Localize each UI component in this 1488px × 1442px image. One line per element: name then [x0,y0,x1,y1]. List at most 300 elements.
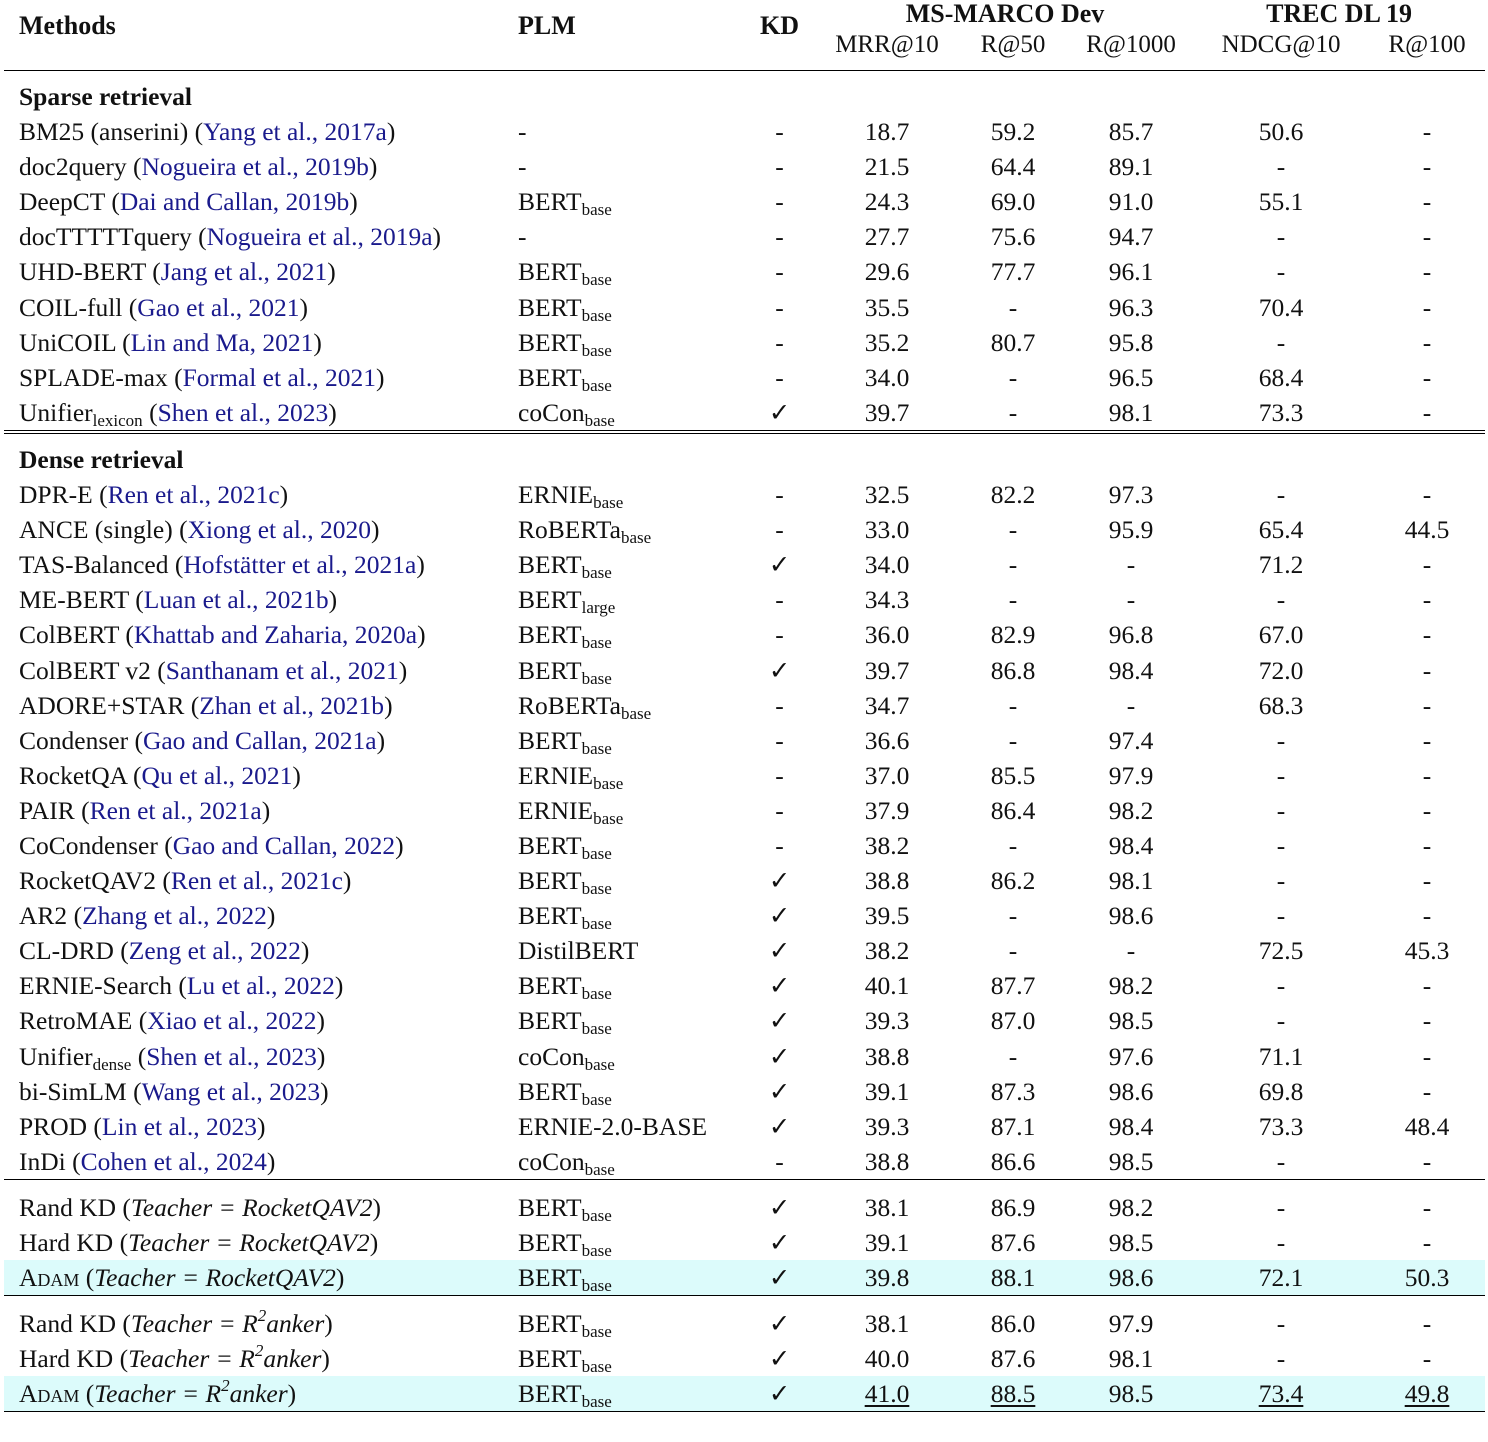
metric-value: - [1008,292,1018,322]
method-name: PAIR [19,795,75,825]
method-cell [4,1260,512,1296]
table-row [4,1225,1485,1260]
paren: ) [324,1309,333,1339]
plm-cell [512,149,742,184]
metric-value: 91.0 [1108,187,1154,217]
method-cell [4,828,512,863]
plm-subscript: base [581,879,612,899]
citation-link: Dai and Callan, 2019b [119,187,350,217]
plm-cell [512,1376,742,1412]
metric-value: 87.7 [990,971,1036,1001]
method-cell [4,1225,512,1260]
kd-cell: - [775,362,784,392]
metric-value: 38.2 [864,830,910,860]
teacher-label: Teacher [130,1192,213,1222]
metric-value: - [1126,936,1136,966]
paren: ( [113,936,129,966]
plm-subscript: base [620,703,652,723]
teacher-label: Teacher [128,1228,210,1257]
plm-subscript: base [584,1054,615,1074]
kd-cell: - [775,327,784,357]
plm-cell [512,477,742,512]
teacher-spec: Teacher = RocketQAV2 [130,1192,373,1222]
kd-cell: ✓ [768,866,791,896]
metric-value: - [1422,550,1432,580]
plm-cell [512,395,742,432]
plm-name: BERT [518,257,582,287]
method-name: ColBERT [19,620,120,650]
metric-value: 39.8 [817,1260,957,1296]
plm-subscript: base [593,493,624,513]
kd-cell: ✓ [768,1111,791,1141]
metric-value: 72.5 [1258,936,1304,966]
plm-cell [512,723,742,758]
plm-name: ERNIE-2.0-BASE [518,1111,708,1141]
citation-link: Lin et al., 2023 [101,1111,257,1141]
table-row [4,723,1485,758]
metric-value: - [1422,971,1432,1001]
paren: ( [191,222,207,252]
paren: ) [349,187,358,217]
plm-cell [512,758,742,793]
method-cell [4,688,512,723]
method-name: Unifier [19,1041,93,1071]
metric-value: - [1422,1146,1432,1176]
method-name: Adam [19,1379,80,1409]
metric-value: - [1276,480,1286,510]
citation-link: Luan et al., 2021b [143,585,329,615]
header-metric: R@50 [980,31,1046,58]
table-row [4,184,1485,219]
paren: ( [131,1041,147,1071]
method-cell [4,582,512,617]
plm-subscript: base [584,410,615,430]
table-row [4,477,1485,512]
plm-name: BERT [518,1006,582,1036]
paren: ) [372,1192,382,1222]
metric-value: 21.5 [864,152,910,182]
method-name: Adam [19,1263,80,1293]
plm-subscript: base [584,1159,615,1179]
teacher-label: Teacher [130,1309,213,1339]
table-row [4,1144,1485,1180]
plm-cell [512,1003,742,1038]
method-name: Rand KD [19,1192,117,1222]
metric-value: 86.4 [990,795,1036,825]
metric-value: 64.4 [990,152,1036,182]
metric-value [1369,1376,1485,1412]
citation-link: Nogueira et al., 2019b [141,152,369,182]
method-cell [4,1376,512,1412]
metric-value: - [1422,760,1432,790]
metric-value: 88.1 [957,1260,1069,1296]
plm-subscript: base [581,375,612,395]
plm-name: BERT [518,1076,582,1106]
paren: ( [122,292,138,322]
metric-value: - [1008,1041,1018,1071]
table-row [4,360,1485,395]
metric-value: - [1422,1041,1432,1071]
metric-value: 38.8 [864,1041,910,1071]
kd-cell: ✓ [768,901,791,931]
plm-name: BERT [518,1309,582,1339]
teacher-name: anker [229,1379,288,1409]
kd-cell: ✓ [768,655,791,685]
plm-subscript: base [581,1205,612,1225]
metric-value: - [1276,901,1286,931]
metric-value: 67.0 [1258,620,1304,650]
metric-value: - [1276,971,1286,1001]
table-row [4,582,1485,617]
metric-value: 86.6 [990,1146,1036,1176]
metric-value: 71.1 [1258,1041,1304,1071]
plm-subscript: base [581,1357,612,1377]
method-name: DeepCT [19,187,105,217]
table-row [4,1074,1485,1109]
results-table [4,0,1485,1412]
header-metric: MRR@10 [835,31,939,58]
plm-name: BERT [518,1379,582,1409]
plm-cell [512,1296,742,1342]
metric-value: - [1422,1192,1432,1222]
teacher-sup: 2 [257,1306,267,1326]
metric-value: 98.5 [1069,1376,1193,1412]
metric-value: 86.9 [990,1192,1036,1222]
kd-cell: ✓ [768,1006,791,1036]
paren: ( [128,585,144,615]
kd-cell: - [775,690,784,720]
paren: ( [128,725,143,755]
metric-value: 59.2 [990,117,1036,147]
kd-cell: ✓ [768,936,791,966]
paren: ( [184,690,200,720]
metric-value: 38.8 [864,866,910,896]
metric-value: - [1276,795,1286,825]
metric-value: 39.3 [864,1006,910,1036]
header-trec-dl-19: TREC DL 19 [1266,0,1412,28]
metric-value: 39.7 [864,397,910,427]
section-title: Sparse retrieval [19,82,193,111]
metric-value: - [1276,257,1286,287]
plm-subscript: base [593,773,624,793]
plm-name: coCon [518,1146,585,1176]
plm-name: BERT [518,1192,582,1222]
table-row [4,395,1485,432]
metric-value: 69.8 [1258,1076,1304,1106]
table-row [4,1260,1485,1296]
metric-value: 72.0 [1258,655,1304,685]
plm-subscript: base [581,1019,612,1039]
method-cell [4,512,512,547]
metric-value: 98.1 [1108,1344,1154,1374]
metric-value: - [1276,1146,1286,1176]
metric-value: - [1276,830,1286,860]
underlined-value: 49.8 [1404,1379,1450,1409]
table-row [4,1341,1485,1376]
plm-subscript: base [581,1276,612,1296]
plm-cell [512,688,742,723]
citation-link: Santhanam et al., 2021 [165,655,399,685]
plm-subscript: base [593,808,624,828]
citation-link: Xiong et al., 2020 [187,515,371,545]
metric-value: - [1422,901,1432,931]
plm-cell [512,325,742,360]
plm-cell [512,254,742,289]
method-name: DPR-E [19,480,93,510]
paren: ) [386,117,396,147]
metric-value: 39.1 [864,1076,910,1106]
metric-value: 38.2 [864,936,910,966]
method-cell [4,898,512,933]
metric-value: 80.7 [990,327,1036,357]
method-subscript: lexicon [92,410,143,430]
metric-value: 18.7 [864,117,910,147]
metric-value: - [1422,187,1432,217]
paren: ( [116,1309,131,1339]
table-row [4,149,1485,184]
kd-cell: ✓ [768,1309,791,1339]
paren: ) [417,620,426,650]
metric-value: 98.1 [1108,866,1154,896]
paren: ) [328,397,337,427]
table-row [4,933,1485,968]
metric-value: 65.4 [1258,515,1304,545]
paren: ) [342,866,352,896]
metric-value: 97.3 [1108,480,1154,510]
plm-subscript: base [581,340,612,360]
kd-cell: - [775,760,784,790]
paren: ( [145,257,161,287]
method-name: docTTTTTquery [19,222,192,252]
paren: ( [167,362,183,392]
metric-value: 96.8 [1108,620,1154,650]
paren: ( [188,117,204,147]
paren: ( [74,795,90,825]
metric-value: - [1276,1309,1286,1339]
metric-value: - [1126,690,1136,720]
kd-cell: - [775,515,784,545]
paren: ) [375,362,385,392]
plm-subscript: base [581,200,612,220]
paren: ) [279,480,289,510]
metric-value: - [1422,222,1432,252]
method-name: RetroMAE [19,1006,133,1036]
plm-cell [512,1260,742,1296]
underlined-value: 41.0 [864,1379,910,1409]
header-metric: NDCG@10 [1221,31,1341,58]
metric-value: 68.4 [1258,362,1304,392]
method-cell [4,793,512,828]
citation-link: Hofstätter et al., 2021a [183,550,417,580]
metric-value: - [1008,515,1018,545]
plm-subscript: base [581,563,612,583]
metric-value: 27.7 [864,222,910,252]
metric-value: 77.7 [990,257,1036,287]
kd-cell: ✓ [742,1376,817,1412]
citation-link: Formal et al., 2021 [182,362,376,392]
metric-value: 40.0 [864,1344,910,1374]
paren: ) [368,152,378,182]
paren: ( [113,1344,129,1374]
metric-value: - [1422,397,1432,427]
kd-cell: ✓ [768,397,791,427]
method-name: Hard KD [19,1228,114,1257]
metric-value: - [1422,1006,1432,1036]
metric-value: - [1422,327,1432,357]
table-row [4,512,1485,547]
method-cell [4,290,512,325]
table-row [4,1376,1485,1412]
plm-name: BERT [518,1344,582,1374]
header-methods: Methods [19,11,116,40]
plm-subscript: base [581,668,612,688]
underlined-value: 73.4 [1258,1379,1304,1409]
metric-value: - [1422,866,1432,896]
plm-name: DistilBERT [518,936,639,966]
citation-link: Lin and Ma, 2021 [130,327,314,357]
plm-cell [512,1179,742,1225]
metric-value: 98.2 [1108,795,1154,825]
metric-value: 98.6 [1108,901,1154,931]
plm-cell [512,863,742,898]
method-name: ME-BERT [19,585,129,615]
metric-value: - [1008,585,1018,615]
paren: ( [79,1263,95,1293]
plm-cell [512,512,742,547]
metric-value: - [1276,760,1286,790]
method-cell [4,617,512,652]
paren: ) [316,1041,326,1071]
plm-subscript: base [581,843,612,863]
kd-cell: - [775,620,784,650]
paren: ( [171,971,187,1001]
paren: ) [327,257,336,287]
plm-name: ERNIE [518,760,594,790]
plm-name: - [518,152,527,182]
table-row [4,254,1485,289]
method-name: CL-DRD [19,936,114,966]
metric-value: 97.9 [1108,760,1154,790]
paren: ( [92,480,108,510]
metric-value: 72.1 [1193,1260,1369,1296]
metric-value: - [1422,690,1432,720]
metric-value: - [1422,725,1432,755]
plm-cell [512,219,742,254]
metric-value: 70.4 [1258,292,1304,322]
paren: ) [384,690,393,720]
citation-link: Jang et al., 2021 [160,257,328,287]
method-name: COIL-full [19,292,123,322]
teacher-name: RocketQAV2 [242,1192,373,1222]
metric-value: - [1008,936,1018,966]
method-cell [4,653,512,688]
method-cell [4,933,512,968]
paren: ( [126,152,142,182]
plm-name: BERT [518,292,582,322]
kd-cell: ✓ [768,1041,791,1071]
method-cell [4,758,512,793]
method-name: Rand KD [19,1309,117,1339]
method-cell [4,360,512,395]
metric-value [957,1376,1069,1412]
plm-cell [512,617,742,652]
metric-value: 48.4 [1404,1111,1450,1141]
paren: ) [334,971,344,1001]
metric-value: - [1276,866,1286,896]
plm-name: ERNIE [518,480,594,510]
plm-subscript: base [581,1322,612,1342]
method-name: TAS-Balanced [19,550,169,580]
citation-link: Gao and Callan, 2021a [142,725,377,755]
method-name: ERNIE-Search [19,971,172,1001]
metric-value: 97.4 [1108,725,1154,755]
citation-link: Gao and Callan, 2022 [172,830,396,860]
paren: ( [119,620,134,650]
plm-cell [512,1144,742,1180]
kd-cell: ✓ [768,1344,791,1374]
table-row [4,688,1485,723]
paren: ( [79,1379,95,1409]
method-name: BM25 (anserini) [19,117,189,147]
metric-value: 98.4 [1108,655,1154,685]
section-header [4,432,1485,477]
teacher-name: R [242,1309,258,1339]
metric-value: 36.0 [864,620,910,650]
paren: ) [395,830,404,860]
citation-link: Ren et al., 2021c [107,480,280,510]
plm-subscript: base [581,914,612,934]
plm-cell [512,114,742,149]
plm-name: BERT [518,585,582,615]
metric-value: 29.6 [864,257,910,287]
paren: ( [116,1192,131,1222]
plm-subscript: base [581,738,612,758]
teacher-sup: 2 [254,1341,264,1361]
method-cell [4,114,512,149]
citation-link: Zhan et al., 2021b [199,690,385,720]
table-row [4,1179,1485,1225]
kd-cell: - [775,480,784,510]
teacher-spec: Teacher = RocketQAV2 [94,1263,336,1293]
citation-link: Xiao et al., 2022 [147,1006,317,1036]
kd-cell: - [775,725,784,755]
method-cell [4,254,512,289]
paren: ( [87,1111,102,1141]
method-cell [4,863,512,898]
method-name: RocketQAV2 [19,866,156,896]
underlined-value: 88.5 [990,1379,1036,1409]
metric-value: - [1276,327,1286,357]
plm-subscript: base [581,984,612,1004]
kd-cell: - [775,117,784,147]
table-row [4,793,1485,828]
method-cell [4,723,512,758]
metric-value: 86.8 [990,655,1036,685]
metric-value: 39.7 [864,655,910,685]
plm-name: BERT [518,725,582,755]
table-row [4,1109,1485,1144]
method-name: AR2 [19,901,68,931]
metric-value: 40.1 [864,971,910,1001]
method-name: Hard KD [19,1344,114,1374]
metric-value: 87.3 [990,1076,1036,1106]
method-cell [4,1109,512,1144]
header-metric: R@100 [1388,31,1466,58]
metric-value: 98.6 [1108,1076,1154,1106]
kd-cell: - [775,1146,784,1176]
metric-value: 82.9 [990,620,1036,650]
metric-value: - [1276,222,1286,252]
